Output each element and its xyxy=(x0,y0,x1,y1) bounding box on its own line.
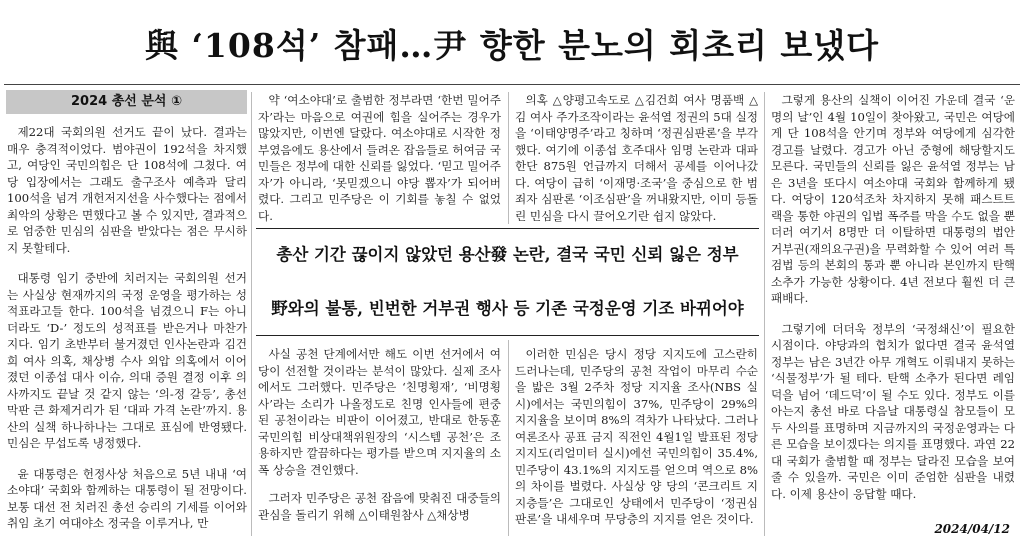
paragraph: 그렇기에 더더욱 정부의 ‘국정쇄신’이 필요한 시점이다. 야당과의 협치가 없다면 결국 윤석열 정부는 남은 3년간 아무 개혁도 이뤄내지 못하는 ‘식물정부’가 될 테다. 탄핵 소추가 된다면 레임덕을 넘어 ‘데드덕’이 될 수도 있다. 정부도 이를 아는지 총선 바로 다음날 대통령실 참모들이 모두 사의를 표명하며 지금까지의 국정운영과는 다른 모습을 보이겠다는 의지를 표명했다. 과연 22대 국회가 출범할 때 정부는 달라진 모습을 보여줄 수 있을까. 국민은 이미 준엄한 심판을 내렸다. 이제 용산이 응답할 때다. xyxy=(771,321,1015,501)
paragraph: 의혹 △양평고속도로 △김건희 여사 명품백 △김 여사 주가조작이라는 윤석열 정권의 5대 실정을 ‘이태양명주’라고 칭하며 ‘정권심판론’을 부각했다. 여기에 이종섭 호주대사 임명 논란과 대파 한단 875원 언급까지 더해서 공세를 이어나갔다. 여당이 급히 ‘이재명·조국’을 중심으로 한 범죄자 심판론 ‘이조심판’을 꺼내왔지만, 이미 등돌린 민심을 다시 끌어오기란 쉽지 않았다. xyxy=(515,93,758,223)
column-divider xyxy=(508,340,509,536)
paragraph: 윤 대통령은 헌정사상 처음으로 5년 내내 ‘여소야대’ 국회와 함께하는 대통령이 될 전망이다. 보통 대선 전 치러진 총선 승리의 기세를 이어와 취임 초기 여대야소 정국을 이루거나, 만 xyxy=(7,466,247,530)
headline: 與 ‘108석’ 참패…尹 향한 분노의 회초리 보냈다 xyxy=(144,26,880,65)
article-column-1 xyxy=(7,124,247,532)
paragraph: 약 ‘여소야대’로 출범한 정부라면 ‘한번 밀어주자’라는 마음으로 여권에 힘을 실어주는 경우가 많았지만, 이번엔 달랐다. 여소야대로 시작한 정부였음에도 용산에서 들려온 잡음들로 허여금 국민들은 정부에 대한 신뢰를 잃었다. ‘믿고 밀어주자’가 아니라, ‘못믿겠으니 야당 뽑자’가 되어버렸다. 그리고 민주당은 이 기회를 놓칠 수 없었다. xyxy=(258,93,501,223)
column-divider xyxy=(764,92,765,536)
article-column-2-lower xyxy=(258,346,501,523)
subheadline-line-2: 野와의 불통, 빈번한 거부권 행사 등 기존 국정운영 기조 바뀌어야 xyxy=(271,299,744,318)
headline-divider xyxy=(4,84,1020,85)
article-column-4 xyxy=(771,92,1015,502)
paragraph: 대통령 임기 중반에 치러지는 국회의원 선거는 사실상 현재까지의 국정 운영을 평가하는 성적표라고들 한다. 100석을 넘겼으니 F는 아니더라도 ‘D-’ 정도의 성적표를 받은거나 마찬가지다. 임기 초반부터 불거졌던 인사논란과 김건희 여사 의혹, 채상병 수사 외압 의혹에서 이어졌던 이종섭 대사 이슈, 의대 증원 결정 이후 의사까지도 끝날 것 같지 않는 ‘의-정 갈등’, 총선 막판 큰 화제거리가 된 ‘대파 가격 논란’까지. 용산의 실책 하나하나는 그대로 표심에 반영됐다. 민심은 무섭도록 냉정했다. xyxy=(7,271,247,450)
article-column-2 xyxy=(258,92,501,224)
section-label: 2024 총선 분석 ① xyxy=(6,90,247,114)
column-divider xyxy=(508,92,509,224)
paragraph: 그러자 민주당은 공천 잡음에 맞춰진 대중들의 관심을 돌리기 위해 △이태원참사 △채상병 xyxy=(258,491,501,522)
paragraph: 이러한 민심은 당시 정당 지지도에 고스란히 드러나는데, 민주당의 공천 작업이 마무리 수순을 밟은 3월 2주차 정당 지지율 조사(NBS 실시)에서는 국민의힘이 37%, 민주당이 29%의 지지율을 보이며 8%의 격차가 나타났다. 그러나 여론조사 공표 금지 직전인 4월1일 발표된 정당 지지도(리얼미터 실시)에선 국민의힘이 35.4%, 민주당이 43.1%의 지지도를 얻으며 역으로 8%의 차이를 벌렸다. 사실상 양 당의 ‘콘크리트 지지층들’은 그대로인 상태에서 민주당이 ‘정권심판론’을 내세우며 무당층의 지지를 얻은 것이다. xyxy=(515,347,758,526)
paragraph: 제22대 국회의원 선거도 끝이 났다. 결과는 매우 충격적이었다. 범야권이 192석을 차지했고, 여당인 국민의힘은 단 108석에 그쳤다. 여당 입장에서는 그래도 출구조사 예측과 달리 100석을 넘겨 개헌저지선을 사수했다는 점에서 최악의 상황은 면했다고 볼 수 있지만, 결과적으로 엄중한 민심의 심판을 받았다는 점은 무시하지 못할테다. xyxy=(7,125,247,255)
column-divider xyxy=(251,92,252,536)
article-column-3 xyxy=(515,92,758,224)
article-column-3-lower xyxy=(515,346,758,528)
paragraph: 그렇게 용산의 실책이 이어진 가운데 결국 ‘운명의 날’인 4월 10일이 찾아왔고, 국민은 여당에게 단 108석을 안기며 정부와 여당에게 심각한 경고를 날렸다. 경고가 아닌 중형에 해당할지도 모른다. 국민들의 신뢰를 잃은 윤석열 정부는 남은 3년을 또다시 여소야대 국회와 함께하게 됐다. 여당이 120석조차 차지하지 못해 패스트트랙을 통한 야권의 입법 폭주를 막을 수도 없을 뿐더러 여기서 8명만 더 이탈하면 대통령의 법안 거부권(재의요구권)을 무력화할 수 있어 여러 특검법 등의 본회의 통과 뿐 아니라 본인까지 탄핵소추가 가능한 상황이다. 4년 전보다 훨씬 더 큰 패배다. xyxy=(771,93,1015,305)
paragraph: 사실 공천 단계에서만 해도 이번 선거에서 여당이 선전할 것이라는 분석이 많았다. 실제 조사에서도 그러했다. 민주당은 ‘친명횡재’, ‘비명횡사’라는 소리가 나올정도로 친명 인사들에 편중된 공천이라는 비판이 이어졌고, 반대로 한동훈 국민의힘 비상대책위원장의 ‘시스템 공천’은 조용하지만 깔끔하다는 평가를 받으며 지지율의 소폭 상승을 견인했다. xyxy=(258,347,501,477)
publish-date: 2024/04/12 xyxy=(934,522,1010,536)
subheadline-line-1: 총산 기간 끊이지 않았던 용산發 논란, 결국 국민 신뢰 잃은 정부 xyxy=(276,245,739,264)
subheadline-box xyxy=(256,228,759,336)
